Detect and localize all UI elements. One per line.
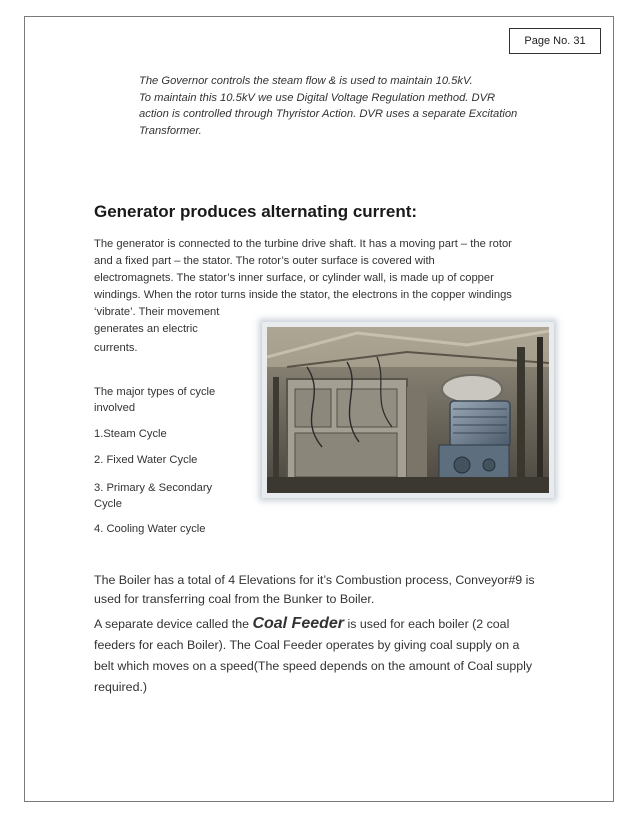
coal-feeder-paragraph — [94, 613, 564, 698]
cycle-item: 1.Steam Cycle — [94, 428, 167, 440]
section-heading: Generator produces alternating current: — [94, 202, 418, 221]
cycles-intro-line: involved — [94, 402, 136, 414]
paragraph-line: The generator is connected to the turbine drive shaft. It has a moving part – the rotor — [94, 238, 512, 250]
boiler-paragraph — [94, 571, 564, 609]
paragraph-line: ‘vibrate’. Their movement — [94, 306, 220, 318]
paragraph-line — [94, 613, 564, 635]
coal-feeder-term: Coal Feeder — [252, 615, 345, 632]
intro-line: action is controlled through Thyristor Action. DVR uses a separate Excitation — [139, 108, 518, 120]
paragraph-line: and a fixed part – the stator. The rotor’s outer surface is covered with — [94, 255, 435, 267]
page-number: Page No. 31 — [524, 35, 586, 47]
page-number-box — [509, 28, 601, 54]
cycle-item — [94, 480, 212, 512]
cycle-item: 2. Fixed Water Cycle — [94, 454, 198, 466]
cycles-intro-line: The major types of cycle — [94, 386, 216, 398]
paragraph-line: The Boiler has a total of 4 Elevations for it’s Combustion process, Conveyor#9 is — [94, 573, 535, 587]
cycles-intro — [94, 384, 215, 416]
paragraph-line: required.) — [94, 680, 148, 694]
generator-photo — [262, 322, 554, 498]
feeder-text-after: is used for each boiler (2 coal — [344, 617, 510, 631]
intro-line: The Governor controls the steam flow & is used to maintain 10.5kV. — [139, 75, 473, 87]
intro-line: To maintain this 10.5kV we use Digital Voltage Regulation method. DVR — [139, 91, 496, 104]
generator-photo-illustration — [267, 327, 549, 493]
paragraph-line: belt which moves on a speed(The speed depends on the amount of Coal supply — [94, 659, 533, 673]
paragraph-line: windings. When the rotor turns inside the stator, the electrons in the copper windings — [94, 289, 512, 301]
paragraph-line: electromagnets. The stator’s inner surface, or cylinder wall, is made up of copper — [94, 272, 494, 284]
cycle-item: 4. Cooling Water cycle — [94, 523, 206, 535]
feeder-text-before: A separate device called the — [94, 617, 253, 631]
paragraph-line: generates an electric — [94, 323, 198, 335]
cycle-item-text: 3. Primary & Secondary — [94, 482, 213, 494]
intro-line: Transformer. — [139, 124, 202, 137]
governor-intro — [139, 73, 549, 139]
paragraph-line: used for transferring coal from the Bunker to Boiler. — [94, 592, 375, 606]
cycle-item-continuation: Cycle — [94, 498, 122, 510]
paragraph-line: feeders for each Boiler). The Coal Feeder operates by giving coal supply on a — [94, 638, 520, 652]
paragraph-line: currents. — [94, 342, 138, 354]
